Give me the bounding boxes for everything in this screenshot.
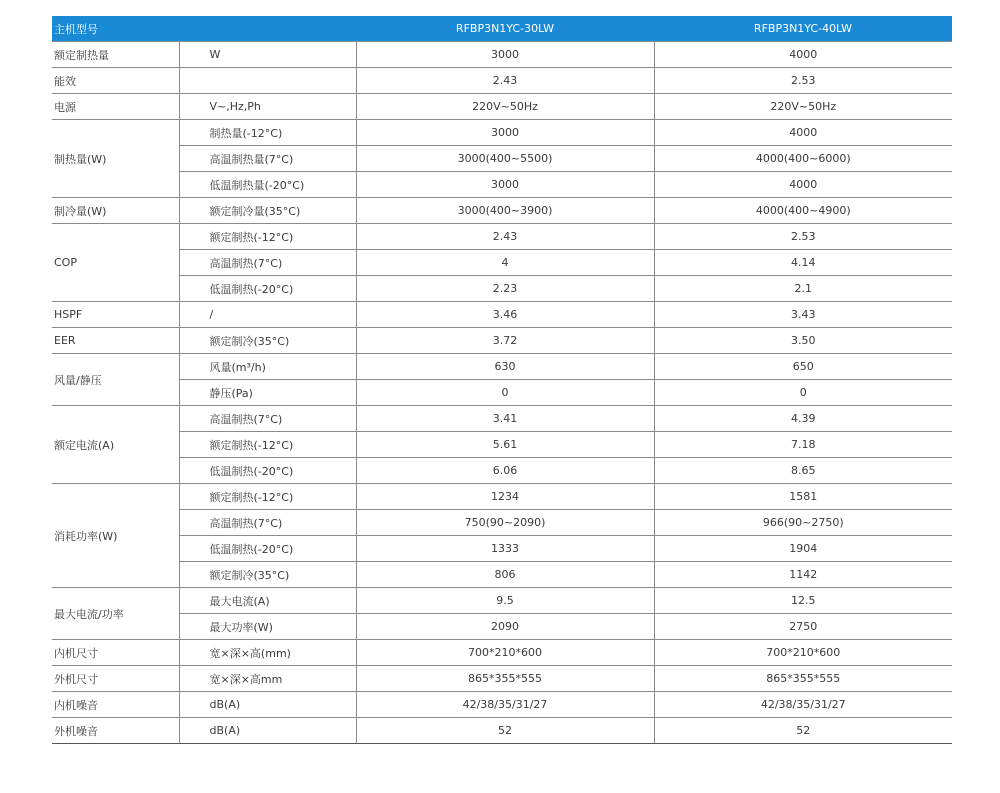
model-1-value: 3.41	[356, 406, 654, 432]
row-sub-label: 额定制热(-12°C)	[179, 432, 356, 458]
row-sub-label: 额定制冷(35°C)	[179, 562, 356, 588]
row-group-label: 能效	[52, 68, 179, 94]
row-group-label: 外机尺寸	[52, 666, 179, 692]
model-2-value: 220V~50Hz	[654, 94, 952, 120]
row-sub-label: 额定制冷(35°C)	[179, 328, 356, 354]
model-2-value: 4000	[654, 172, 952, 198]
model-2-value: 4000(400~4900)	[654, 198, 952, 224]
table-row	[52, 484, 952, 510]
row-group-label: 最大电流/功率	[52, 588, 179, 640]
row-sub-label: 风量(m³/h)	[179, 354, 356, 380]
model-1-value: 0	[356, 380, 654, 406]
model-1-value: 865*355*555	[356, 666, 654, 692]
row-sub-label: V~,Hz,Ph	[179, 94, 356, 120]
model-1-value: 3.46	[356, 302, 654, 328]
model-2-value: 8.65	[654, 458, 952, 484]
header-row	[52, 16, 952, 42]
table-row	[52, 666, 952, 692]
model-2-value: 2.53	[654, 68, 952, 94]
row-group-label: 内机噪音	[52, 692, 179, 718]
table-row	[52, 224, 952, 250]
row-group-label: 额定制热量	[52, 42, 179, 68]
model-1-value: 1234	[356, 484, 654, 510]
model-1-value: 42/38/35/31/27	[356, 692, 654, 718]
row-group-label: 消耗功率(W)	[52, 484, 179, 588]
header-label: 主机型号	[52, 16, 356, 42]
model-1-value: 630	[356, 354, 654, 380]
row-group-label: 风量/静压	[52, 354, 179, 406]
model-1-value: 1333	[356, 536, 654, 562]
row-sub-label: 最大电流(A)	[179, 588, 356, 614]
model-2-value: 1581	[654, 484, 952, 510]
model-1-value: 2090	[356, 614, 654, 640]
table-row	[52, 380, 952, 406]
row-sub-label	[179, 68, 356, 94]
model-name: RFBP3N1YC-40LW	[654, 16, 952, 42]
row-sub-label: 低温制热(-20°C)	[179, 536, 356, 562]
table-row	[52, 68, 952, 94]
model-2-value: 4.14	[654, 250, 952, 276]
model-2-value: 3.50	[654, 328, 952, 354]
row-sub-label: dB(A)	[179, 718, 356, 744]
row-sub-label: dB(A)	[179, 692, 356, 718]
model-2-value: 0	[654, 380, 952, 406]
row-sub-label: 额定制冷量(35°C)	[179, 198, 356, 224]
row-sub-label: 高温制热(7°C)	[179, 510, 356, 536]
table-row	[52, 432, 952, 458]
model-2-value: 700*210*600	[654, 640, 952, 666]
row-group-label: 外机噪音	[52, 718, 179, 744]
model-1-value: 3000(400~3900)	[356, 198, 654, 224]
model-1-value: 3000	[356, 172, 654, 198]
table-row	[52, 172, 952, 198]
row-sub-label: 额定制热(-12°C)	[179, 224, 356, 250]
table-row	[52, 458, 952, 484]
table-row	[52, 328, 952, 354]
model-1-value: 5.61	[356, 432, 654, 458]
table-row	[52, 198, 952, 224]
table-row	[52, 120, 952, 146]
model-1-value: 700*210*600	[356, 640, 654, 666]
row-sub-label: 宽×深×高(mm)	[179, 640, 356, 666]
table-row	[52, 692, 952, 718]
table-row	[52, 276, 952, 302]
row-group-label: EER	[52, 328, 179, 354]
table-row	[52, 94, 952, 120]
model-2-value: 4000	[654, 120, 952, 146]
row-sub-label: 制热量(-12°C)	[179, 120, 356, 146]
row-group-label: COP	[52, 224, 179, 302]
model-2-value: 4000(400~6000)	[654, 146, 952, 172]
model-1-value: 3000	[356, 42, 654, 68]
model-1-value: 6.06	[356, 458, 654, 484]
row-sub-label: W	[179, 42, 356, 68]
model-name: RFBP3N1YC-30LW	[356, 16, 654, 42]
model-2-value: 12.5	[654, 588, 952, 614]
model-1-value: 750(90~2090)	[356, 510, 654, 536]
model-2-value: 966(90~2750)	[654, 510, 952, 536]
table-row	[52, 250, 952, 276]
row-sub-label: 高温制热(7°C)	[179, 250, 356, 276]
model-2-value: 650	[654, 354, 952, 380]
row-sub-label: 高温制热量(7°C)	[179, 146, 356, 172]
model-2-value: 2.1	[654, 276, 952, 302]
model-2-value: 2750	[654, 614, 952, 640]
row-sub-label: 静压(Pa)	[179, 380, 356, 406]
row-group-label: 内机尺寸	[52, 640, 179, 666]
spec-table	[52, 16, 952, 744]
row-sub-label: 最大功率(W)	[179, 614, 356, 640]
table-row	[52, 510, 952, 536]
model-2-value: 2.53	[654, 224, 952, 250]
model-2-value: 4.39	[654, 406, 952, 432]
model-2-value: 52	[654, 718, 952, 744]
table-row	[52, 146, 952, 172]
row-sub-label: /	[179, 302, 356, 328]
table-row	[52, 640, 952, 666]
model-2-value: 4000	[654, 42, 952, 68]
table-row	[52, 302, 952, 328]
model-1-value: 52	[356, 718, 654, 744]
model-1-value: 2.43	[356, 224, 654, 250]
row-group-label: 制冷量(W)	[52, 198, 179, 224]
model-2-value: 3.43	[654, 302, 952, 328]
model-1-value: 9.5	[356, 588, 654, 614]
row-group-label: 电源	[52, 94, 179, 120]
model-1-value: 3000(400~5500)	[356, 146, 654, 172]
row-sub-label: 低温制热(-20°C)	[179, 458, 356, 484]
model-1-value: 220V~50Hz	[356, 94, 654, 120]
model-1-value: 3.72	[356, 328, 654, 354]
model-1-value: 2.23	[356, 276, 654, 302]
model-1-value: 3000	[356, 120, 654, 146]
model-2-value: 42/38/35/31/27	[654, 692, 952, 718]
table-row	[52, 562, 952, 588]
row-group-label: 额定电流(A)	[52, 406, 179, 484]
row-group-label: HSPF	[52, 302, 179, 328]
row-sub-label: 额定制热(-12°C)	[179, 484, 356, 510]
table-row	[52, 406, 952, 432]
model-1-value: 806	[356, 562, 654, 588]
table-row	[52, 42, 952, 68]
table-row	[52, 718, 952, 744]
spec-body	[52, 42, 952, 744]
table-row	[52, 614, 952, 640]
row-group-label: 制热量(W)	[52, 120, 179, 198]
table-row	[52, 354, 952, 380]
row-sub-label: 宽×深×高mm	[179, 666, 356, 692]
table-row	[52, 588, 952, 614]
row-sub-label: 低温制热量(-20°C)	[179, 172, 356, 198]
table-row	[52, 536, 952, 562]
model-2-value: 7.18	[654, 432, 952, 458]
model-2-value: 1142	[654, 562, 952, 588]
model-1-value: 4	[356, 250, 654, 276]
row-sub-label: 低温制热(-20°C)	[179, 276, 356, 302]
model-1-value: 2.43	[356, 68, 654, 94]
model-2-value: 865*355*555	[654, 666, 952, 692]
model-2-value: 1904	[654, 536, 952, 562]
row-sub-label: 高温制热(7°C)	[179, 406, 356, 432]
